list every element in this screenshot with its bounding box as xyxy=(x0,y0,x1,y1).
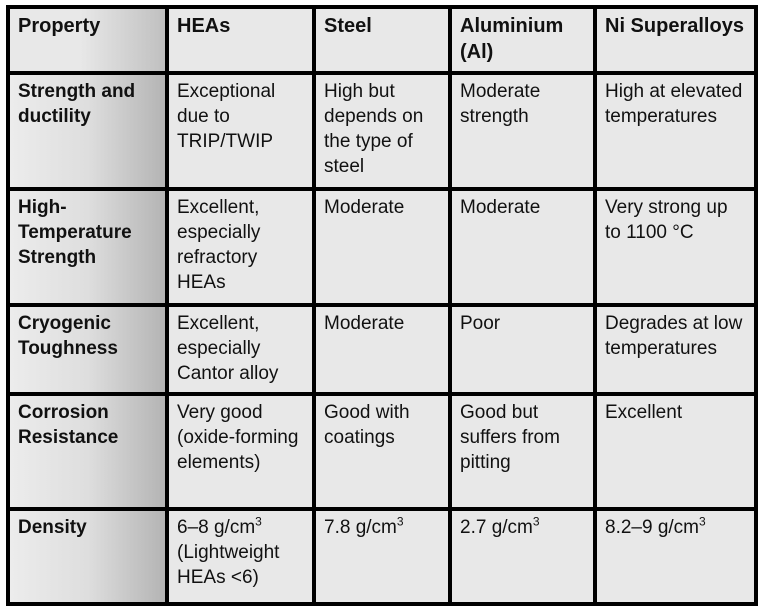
heas-cell: Very good (oxide-forming elements) xyxy=(167,394,314,509)
table-row xyxy=(8,509,756,604)
header-ni-superalloys: Ni Superalloys xyxy=(595,7,756,73)
heas-cell: Excellent, especially refractory HEAs xyxy=(167,189,314,305)
density-value: 2.7 g/cm xyxy=(460,517,533,538)
ni-superalloys-cell: High at elevated temperatures xyxy=(595,73,756,189)
aluminium-cell: Poor xyxy=(450,305,595,394)
table-row xyxy=(8,73,756,189)
density-value: 8.2–9 g/cm xyxy=(605,517,699,538)
aluminium-cell: Moderate xyxy=(450,189,595,305)
aluminium-cell: Moderate strength xyxy=(450,73,595,189)
table-row xyxy=(8,189,756,305)
property-comparison-table xyxy=(6,5,758,606)
density-value: 7.8 g/cm xyxy=(324,517,397,538)
density-exponent: 3 xyxy=(699,514,706,529)
density-exponent: 3 xyxy=(255,514,262,529)
heas-density-cell xyxy=(167,509,314,604)
density-value: 6–8 g/cm xyxy=(177,517,256,538)
ni-superalloys-density-cell xyxy=(595,509,756,604)
steel-cell: Moderate xyxy=(314,305,450,394)
header-aluminium: Aluminium (Al) xyxy=(450,7,595,73)
header-steel: Steel xyxy=(314,7,450,73)
header-row xyxy=(8,7,756,73)
steel-cell: Good with coatings xyxy=(314,394,450,509)
ni-superalloys-cell: Degrades at low temperatures xyxy=(595,305,756,394)
density-exponent: 3 xyxy=(396,514,404,529)
density-exponent: 3 xyxy=(532,514,540,529)
property-name-cell: Strength and ductility xyxy=(8,73,167,189)
heas-cell: Excellent, especially Cantor alloy xyxy=(167,305,314,394)
aluminium-cell: Good but suffers from pitting xyxy=(450,394,595,509)
ni-superalloys-cell: Very strong up to 1100 °C xyxy=(595,189,756,305)
density-note: (Lightweight HEAs <6) xyxy=(177,542,280,588)
header-property: Property xyxy=(8,7,167,73)
table-row xyxy=(8,305,756,394)
aluminium-density-cell xyxy=(450,509,595,604)
heas-cell: Exceptional due to TRIP/TWIP xyxy=(167,73,314,189)
table-row xyxy=(8,394,756,509)
ni-superalloys-cell: Excellent xyxy=(595,394,756,509)
property-name-cell: High-Temperature Strength xyxy=(8,189,167,305)
steel-cell: High but depends on the type of steel xyxy=(314,73,450,189)
steel-density-cell xyxy=(314,509,450,604)
steel-cell: Moderate xyxy=(314,189,450,305)
property-name-cell: Corrosion Resistance xyxy=(8,394,167,509)
header-heas: HEAs xyxy=(167,7,314,73)
property-name-cell: Density xyxy=(8,509,167,604)
property-name-cell: Cryogenic Toughness xyxy=(8,305,167,394)
